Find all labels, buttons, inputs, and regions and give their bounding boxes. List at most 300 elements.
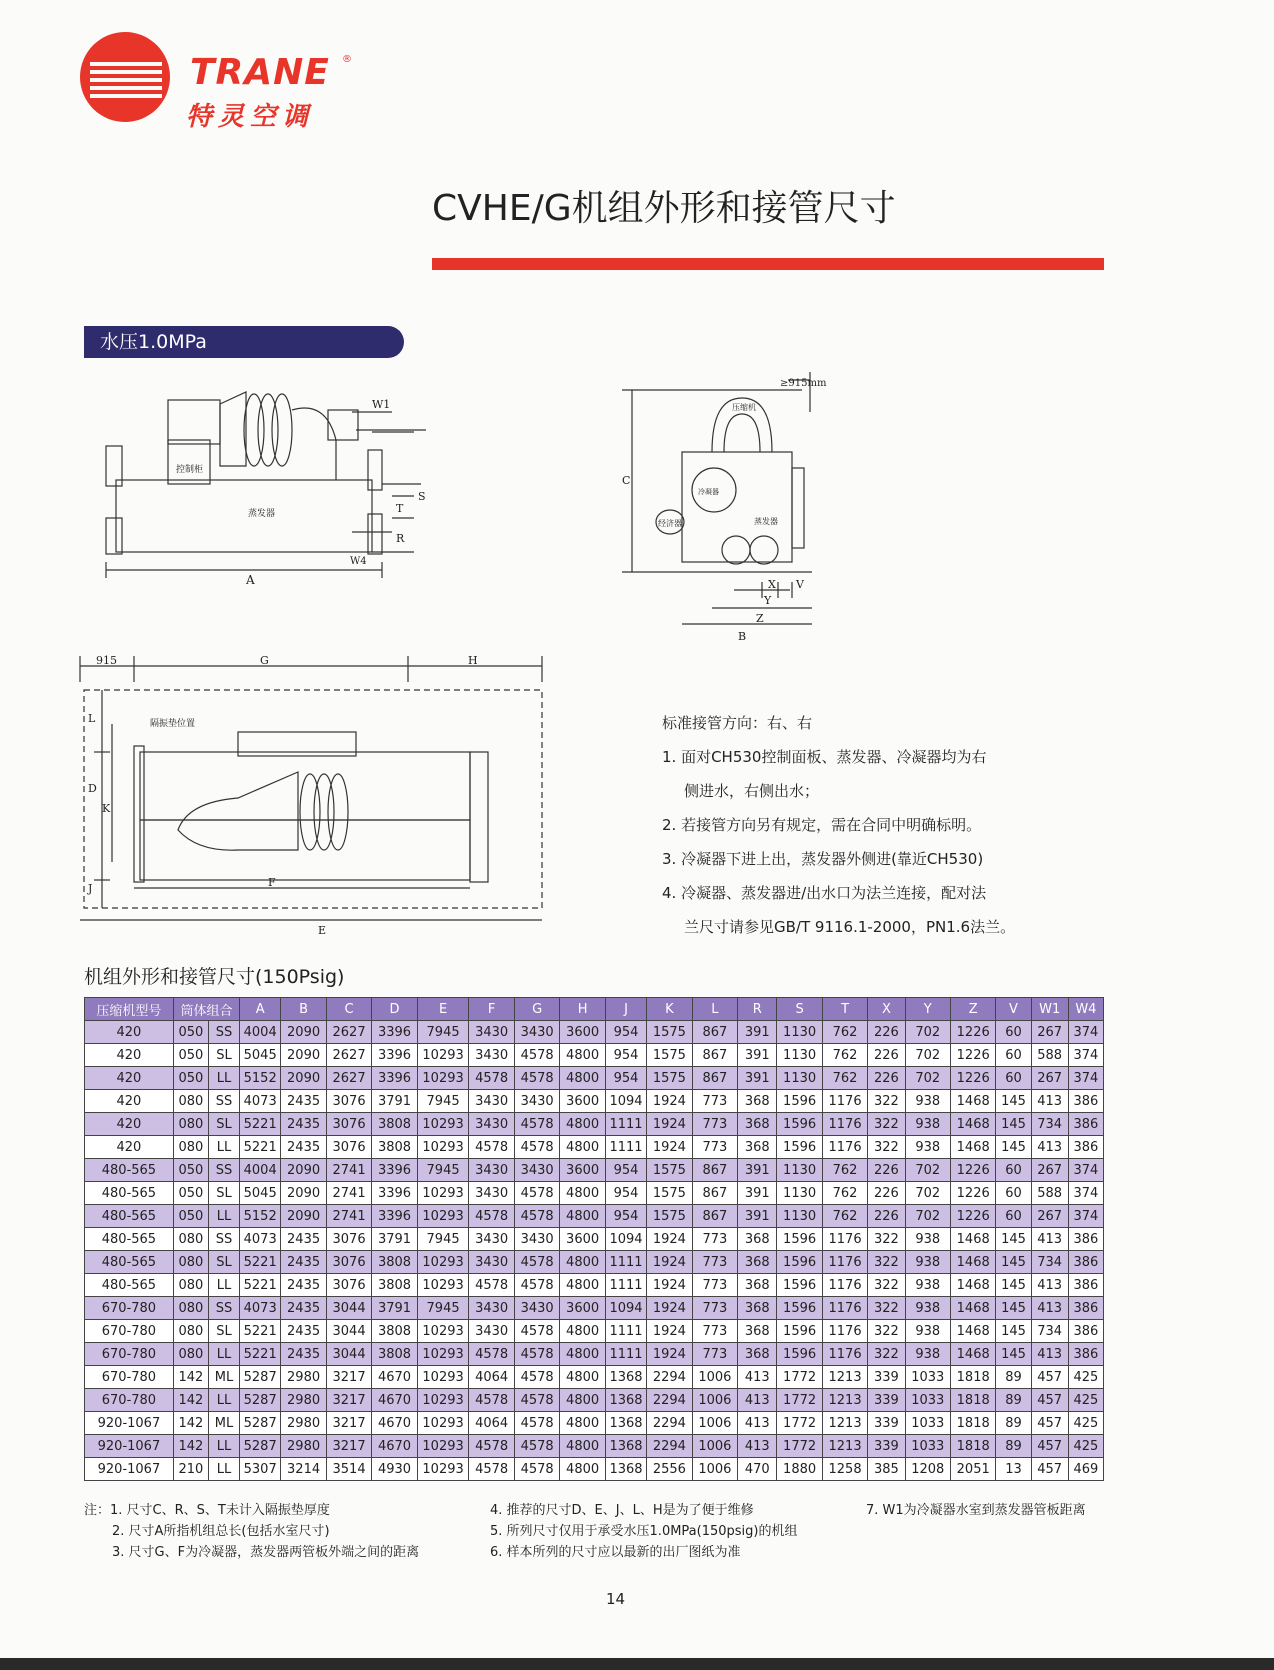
table-cell: 1006 <box>692 1366 737 1389</box>
table-cell: 425 <box>1068 1412 1103 1435</box>
table-cell: 1924 <box>647 1274 692 1297</box>
footnote-7: 7. W1为冷凝器水室到蒸发器管板距离 <box>866 1503 1086 1518</box>
table-cell: 391 <box>738 1067 777 1090</box>
table-cell: 734 <box>1031 1251 1068 1274</box>
table-cell: 4800 <box>560 1251 605 1274</box>
table-cell: 2090 <box>281 1182 326 1205</box>
table-cell: 4578 <box>469 1458 514 1481</box>
table-cell: 954 <box>605 1159 646 1182</box>
table-cell: 226 <box>868 1067 905 1090</box>
table-cell: 391 <box>738 1044 777 1067</box>
table-cell: 1596 <box>777 1251 822 1274</box>
table-row <box>85 1090 1104 1113</box>
table-cell: 5152 <box>240 1205 281 1228</box>
table-cell: 702 <box>905 1182 950 1205</box>
side-view-drawing <box>96 370 436 590</box>
table-cell: 2980 <box>281 1389 326 1412</box>
table-cell: 420 <box>85 1136 174 1159</box>
table-cell: 1213 <box>822 1435 867 1458</box>
table-row <box>85 1113 1104 1136</box>
table-cell: 4578 <box>514 1458 559 1481</box>
table-cell: 3430 <box>469 1228 514 1251</box>
table-cell: 1368 <box>605 1389 646 1412</box>
table-cell: 3808 <box>372 1251 417 1274</box>
table-cell: SL <box>209 1251 240 1274</box>
table-cell: 3430 <box>514 1297 559 1320</box>
table-cell: 2627 <box>326 1067 371 1090</box>
table-title: 机组外形和接管尺寸(150Psig) <box>84 966 345 988</box>
table-cell: 1596 <box>777 1320 822 1343</box>
table-cell: 050 <box>173 1182 208 1205</box>
label-y: Y <box>764 594 772 607</box>
table-cell: 89 <box>996 1435 1031 1458</box>
table-cell: ML <box>209 1366 240 1389</box>
table-cell: 480-565 <box>85 1159 174 1182</box>
table-cell: 3808 <box>372 1136 417 1159</box>
label-compressor: 压缩机 <box>732 403 756 412</box>
table-cell: 322 <box>868 1297 905 1320</box>
label-evaporator-end: 蒸发器 <box>754 517 778 526</box>
table-cell: 3396 <box>372 1067 417 1090</box>
table-cell: 2435 <box>281 1320 326 1343</box>
table-cell: 4578 <box>469 1205 514 1228</box>
table-cell: 1596 <box>777 1090 822 1113</box>
table-cell: 867 <box>692 1021 737 1044</box>
table-cell: 5307 <box>240 1458 281 1481</box>
table-cell: 142 <box>173 1366 208 1389</box>
table-cell: 4800 <box>560 1182 605 1205</box>
table-cell: 1033 <box>905 1366 950 1389</box>
table-cell: 080 <box>173 1251 208 1274</box>
table-cell: 954 <box>605 1182 646 1205</box>
table-cell: 322 <box>868 1136 905 1159</box>
table-cell: 1033 <box>905 1412 950 1435</box>
table-cell: 3791 <box>372 1228 417 1251</box>
table-cell: 938 <box>905 1251 950 1274</box>
table-cell: 2556 <box>647 1458 692 1481</box>
footnote-3: 3. 尺寸G、F为冷凝器，蒸发器两管板外端之间的距离 <box>112 1545 420 1560</box>
table-cell: 954 <box>605 1067 646 1090</box>
notes-heading: 标准接管方向：右、右 <box>662 714 813 732</box>
table-header-cell: Y <box>905 998 950 1021</box>
table-cell: 1176 <box>822 1274 867 1297</box>
table-cell: 267 <box>1031 1205 1068 1228</box>
table-cell: 4578 <box>514 1366 559 1389</box>
table-header-cell: H <box>560 998 605 1021</box>
table-header-cell: Z <box>950 998 995 1021</box>
table-cell: 3076 <box>326 1113 371 1136</box>
table-cell: 322 <box>868 1274 905 1297</box>
table-cell: 1006 <box>692 1389 737 1412</box>
table-cell: 3600 <box>560 1021 605 1044</box>
label-evaporator: 蒸发器 <box>248 509 276 519</box>
table-cell: 4800 <box>560 1067 605 1090</box>
footnote-5: 5. 所列尺寸仅用于承受水压1.0MPa(150psig)的机组 <box>490 1524 798 1539</box>
table-cell: 3217 <box>326 1412 371 1435</box>
table-cell: 3600 <box>560 1228 605 1251</box>
table-cell: 1094 <box>605 1090 646 1113</box>
table-cell: 1924 <box>647 1251 692 1274</box>
table-cell: 5221 <box>240 1343 281 1366</box>
table-cell: 470 <box>738 1458 777 1481</box>
table-cell: 2980 <box>281 1366 326 1389</box>
table-cell: 5045 <box>240 1044 281 1067</box>
table-row <box>85 1435 1104 1458</box>
table-cell: 4800 <box>560 1205 605 1228</box>
table-cell: 2980 <box>281 1412 326 1435</box>
table-cell: 469 <box>1068 1458 1103 1481</box>
table-header-cell: W1 <box>1031 998 1068 1021</box>
table-cell: 4578 <box>514 1136 559 1159</box>
table-cell: 2741 <box>326 1159 371 1182</box>
table-cell: 670-780 <box>85 1343 174 1366</box>
table-cell: 480-565 <box>85 1182 174 1205</box>
table-cell: 1772 <box>777 1366 822 1389</box>
table-cell: 4578 <box>514 1044 559 1067</box>
table-cell: 1006 <box>692 1458 737 1481</box>
table-row <box>85 1343 1104 1366</box>
table-row <box>85 1067 1104 1090</box>
label-z: Z <box>756 612 764 625</box>
table-cell: 386 <box>1068 1274 1103 1297</box>
table-cell: 4800 <box>560 1343 605 1366</box>
table-cell: 7945 <box>417 1228 469 1251</box>
table-cell: 4578 <box>514 1205 559 1228</box>
table-cell: 89 <box>996 1389 1031 1412</box>
table-cell: 386 <box>1068 1251 1103 1274</box>
table-cell: 762 <box>822 1159 867 1182</box>
table-cell: 734 <box>1031 1113 1068 1136</box>
table-cell: 5152 <box>240 1067 281 1090</box>
table-row <box>85 1297 1104 1320</box>
table-cell: SL <box>209 1044 240 1067</box>
table-cell: 425 <box>1068 1389 1103 1412</box>
table-header-cell: T <box>822 998 867 1021</box>
table-row <box>85 1182 1104 1205</box>
table-cell: 4578 <box>514 1251 559 1274</box>
table-cell: 3076 <box>326 1090 371 1113</box>
label-w1: W1 <box>372 398 391 411</box>
table-cell: 2051 <box>950 1458 995 1481</box>
table-cell: 1226 <box>950 1044 995 1067</box>
footnote-6: 6. 样本所列的尺寸应以最新的出厂图纸为准 <box>490 1545 741 1560</box>
table-cell: 368 <box>738 1228 777 1251</box>
table-cell: 1130 <box>777 1067 822 1090</box>
table-cell: 386 <box>1068 1297 1103 1320</box>
label-t: T <box>396 502 404 515</box>
table-cell: 773 <box>692 1274 737 1297</box>
table-cell: LL <box>209 1274 240 1297</box>
table-cell: 920-1067 <box>85 1458 174 1481</box>
table-cell: 762 <box>822 1021 867 1044</box>
table-cell: 670-780 <box>85 1320 174 1343</box>
table-cell: 4578 <box>469 1136 514 1159</box>
table-cell: 3214 <box>281 1458 326 1481</box>
table-cell: 420 <box>85 1021 174 1044</box>
table-cell: 867 <box>692 1205 737 1228</box>
table-cell: 374 <box>1068 1044 1103 1067</box>
table-cell: 3076 <box>326 1251 371 1274</box>
table-cell: 050 <box>173 1067 208 1090</box>
table-cell: 2435 <box>281 1274 326 1297</box>
table-cell: 5221 <box>240 1274 281 1297</box>
table-cell: 2294 <box>647 1389 692 1412</box>
table-header-cell: X <box>868 998 905 1021</box>
table-cell: 1226 <box>950 1021 995 1044</box>
table-cell: 1006 <box>692 1435 737 1458</box>
table-cell: 1924 <box>647 1228 692 1251</box>
table-cell: 773 <box>692 1320 737 1343</box>
logo-cn: 特灵空调 <box>186 102 315 132</box>
table-cell: 145 <box>996 1113 1031 1136</box>
table-cell: 1596 <box>777 1113 822 1136</box>
table-cell: 374 <box>1068 1021 1103 1044</box>
table-cell: 1130 <box>777 1159 822 1182</box>
table-cell: 773 <box>692 1136 737 1159</box>
table-cell: 60 <box>996 1044 1031 1067</box>
table-cell: 1176 <box>822 1251 867 1274</box>
table-cell: 145 <box>996 1297 1031 1320</box>
logo-brand: TRANE <box>190 52 330 93</box>
note-4a: 4. 冷凝器、蒸发器进/出水口为法兰连接，配对法 <box>662 884 987 902</box>
table-cell: 4073 <box>240 1297 281 1320</box>
table-header-cell: 压缩机型号 <box>85 998 174 1021</box>
note-3: 3. 冷凝器下进上出，蒸发器外侧进(靠近CH530) <box>662 850 984 868</box>
title-bar <box>432 258 1104 270</box>
table-cell: 3217 <box>326 1389 371 1412</box>
table-cell: 3396 <box>372 1159 417 1182</box>
label-g: G <box>260 654 269 667</box>
table-cell: 3430 <box>469 1182 514 1205</box>
table-cell: 374 <box>1068 1159 1103 1182</box>
table-cell: 1772 <box>777 1389 822 1412</box>
table-cell: SS <box>209 1021 240 1044</box>
table-cell: 4578 <box>469 1067 514 1090</box>
table-cell: 457 <box>1031 1412 1068 1435</box>
note-1a: 1. 面对CH530控制面板、蒸发器、冷凝器均为右 <box>662 748 987 766</box>
table-cell: 920-1067 <box>85 1435 174 1458</box>
table-cell: 1258 <box>822 1458 867 1481</box>
table-cell: 1468 <box>950 1228 995 1251</box>
table-cell: 1772 <box>777 1435 822 1458</box>
table-cell: 2294 <box>647 1366 692 1389</box>
table-cell: 3076 <box>326 1228 371 1251</box>
table-cell: 1468 <box>950 1274 995 1297</box>
table-body <box>85 1021 1104 1481</box>
table-cell: 368 <box>738 1297 777 1320</box>
table-cell: 1033 <box>905 1435 950 1458</box>
table-cell: 702 <box>905 1067 950 1090</box>
footnotes-col1 <box>84 1500 419 1563</box>
dimension-table <box>84 997 1104 1481</box>
table-cell: 1924 <box>647 1136 692 1159</box>
table-cell: 050 <box>173 1021 208 1044</box>
table-cell: 4800 <box>560 1274 605 1297</box>
table-cell: 10293 <box>417 1044 469 1067</box>
table-cell: 080 <box>173 1113 208 1136</box>
table-cell: 420 <box>85 1113 174 1136</box>
table-cell: 3396 <box>372 1205 417 1228</box>
table-cell: 1468 <box>950 1136 995 1159</box>
footnotes-col2 <box>490 1500 798 1563</box>
label-condenser: 冷凝器 <box>698 488 719 496</box>
plan-view-drawing <box>78 652 548 942</box>
logo-reg: ® <box>342 54 352 65</box>
table-cell: 1111 <box>605 1136 646 1159</box>
label-h: H <box>468 654 478 667</box>
table-cell: 1575 <box>647 1159 692 1182</box>
table-cell: 368 <box>738 1090 777 1113</box>
table-cell: 1176 <box>822 1343 867 1366</box>
table-cell: 142 <box>173 1435 208 1458</box>
table-cell: 145 <box>996 1274 1031 1297</box>
table-cell: 368 <box>738 1113 777 1136</box>
table-cell: 480-565 <box>85 1274 174 1297</box>
table-cell: 4578 <box>514 1343 559 1366</box>
table-cell: 3396 <box>372 1021 417 1044</box>
table-cell: 413 <box>1031 1090 1068 1113</box>
table-cell: 702 <box>905 1021 950 1044</box>
table-cell: LL <box>209 1435 240 1458</box>
table-header-cell: G <box>514 998 559 1021</box>
table-cell: 670-780 <box>85 1389 174 1412</box>
table-header-cell: F <box>469 998 514 1021</box>
table-cell: 702 <box>905 1159 950 1182</box>
table-cell: 322 <box>868 1320 905 1343</box>
label-l: L <box>88 712 96 725</box>
table-cell: 226 <box>868 1021 905 1044</box>
table-cell: 3430 <box>514 1021 559 1044</box>
table-cell: 339 <box>868 1412 905 1435</box>
table-cell: 2294 <box>647 1412 692 1435</box>
table-cell: 480-565 <box>85 1228 174 1251</box>
table-header-cell: V <box>996 998 1031 1021</box>
table-cell: 1176 <box>822 1136 867 1159</box>
table-cell: 4800 <box>560 1389 605 1412</box>
table-cell: 2741 <box>326 1205 371 1228</box>
table-cell: 1818 <box>950 1366 995 1389</box>
note-2: 2. 若接管方向另有规定，需在合同中明确标明。 <box>662 816 982 834</box>
table-cell: 1468 <box>950 1113 995 1136</box>
table-cell: 702 <box>905 1205 950 1228</box>
table-cell: 145 <box>996 1136 1031 1159</box>
table-cell: 10293 <box>417 1274 469 1297</box>
table-cell: 4800 <box>560 1366 605 1389</box>
table-cell: 5287 <box>240 1412 281 1435</box>
table-cell: 391 <box>738 1159 777 1182</box>
table-row <box>85 1412 1104 1435</box>
table-cell: 1213 <box>822 1389 867 1412</box>
table-cell: 1468 <box>950 1251 995 1274</box>
table-cell: 5221 <box>240 1320 281 1343</box>
table-cell: 1924 <box>647 1343 692 1366</box>
label-b: B <box>738 630 747 643</box>
table-cell: 3514 <box>326 1458 371 1481</box>
table-cell: 4073 <box>240 1090 281 1113</box>
table-cell: 1596 <box>777 1228 822 1251</box>
label-c: C <box>622 474 631 487</box>
table-cell: 1226 <box>950 1205 995 1228</box>
table-cell: 7945 <box>417 1021 469 1044</box>
label-economizer: 经济器 <box>658 519 682 528</box>
table-cell: SS <box>209 1090 240 1113</box>
table-cell: 413 <box>738 1389 777 1412</box>
table-cell: 322 <box>868 1228 905 1251</box>
table-cell: 322 <box>868 1343 905 1366</box>
table-row <box>85 1021 1104 1044</box>
table-row <box>85 1159 1104 1182</box>
label-s: S <box>418 490 426 503</box>
table-cell: 4578 <box>514 1274 559 1297</box>
label-x: X <box>768 578 776 591</box>
table-cell: 413 <box>1031 1343 1068 1366</box>
table-cell: 386 <box>1068 1320 1103 1343</box>
table-cell: 368 <box>738 1343 777 1366</box>
table-cell: LL <box>209 1389 240 1412</box>
table-cell: 588 <box>1031 1044 1068 1067</box>
table-cell: 368 <box>738 1274 777 1297</box>
table-cell: 386 <box>1068 1228 1103 1251</box>
end-view-drawing <box>612 372 832 652</box>
footnote-2: 2. 尺寸A所指机组总长(包括水室尺寸) <box>112 1524 330 1539</box>
table-cell: 1880 <box>777 1458 822 1481</box>
table-cell: 1111 <box>605 1251 646 1274</box>
table-cell: 457 <box>1031 1458 1068 1481</box>
table-cell: 4578 <box>469 1343 514 1366</box>
table-cell: 374 <box>1068 1067 1103 1090</box>
table-cell: 4064 <box>469 1412 514 1435</box>
table-cell: 1094 <box>605 1228 646 1251</box>
table-cell: 1213 <box>822 1412 867 1435</box>
table-cell: SL <box>209 1113 240 1136</box>
table-cell: 1130 <box>777 1021 822 1044</box>
table-cell: 938 <box>905 1090 950 1113</box>
table-cell: 1368 <box>605 1458 646 1481</box>
table-header-cell: K <box>647 998 692 1021</box>
table-cell: 226 <box>868 1205 905 1228</box>
table-cell: 1176 <box>822 1297 867 1320</box>
table-cell: 4578 <box>514 1389 559 1412</box>
table-cell: 3430 <box>514 1090 559 1113</box>
table-cell: SS <box>209 1159 240 1182</box>
table-cell: 1176 <box>822 1320 867 1343</box>
table-cell: 2294 <box>647 1435 692 1458</box>
table-header-cell: B <box>281 998 326 1021</box>
table-cell: 4004 <box>240 1021 281 1044</box>
table-cell: 368 <box>738 1136 777 1159</box>
table-cell: 1213 <box>822 1366 867 1389</box>
table-cell: 1176 <box>822 1090 867 1113</box>
table-cell: 1130 <box>777 1044 822 1067</box>
table-cell: 670-780 <box>85 1297 174 1320</box>
table-cell: 3808 <box>372 1274 417 1297</box>
table-cell: 142 <box>173 1412 208 1435</box>
table-cell: 413 <box>1031 1136 1068 1159</box>
label-r: R <box>396 532 405 545</box>
table-cell: 773 <box>692 1090 737 1113</box>
table-cell: 3396 <box>372 1044 417 1067</box>
table-cell: 1226 <box>950 1067 995 1090</box>
table-cell: LL <box>209 1343 240 1366</box>
table-cell: 4800 <box>560 1435 605 1458</box>
table-header-cell: E <box>417 998 469 1021</box>
table-cell: 322 <box>868 1090 905 1113</box>
table-cell: LL <box>209 1136 240 1159</box>
trane-logo <box>80 32 350 132</box>
table-cell: 60 <box>996 1021 1031 1044</box>
table-cell: 1468 <box>950 1297 995 1320</box>
table-cell: 867 <box>692 1044 737 1067</box>
